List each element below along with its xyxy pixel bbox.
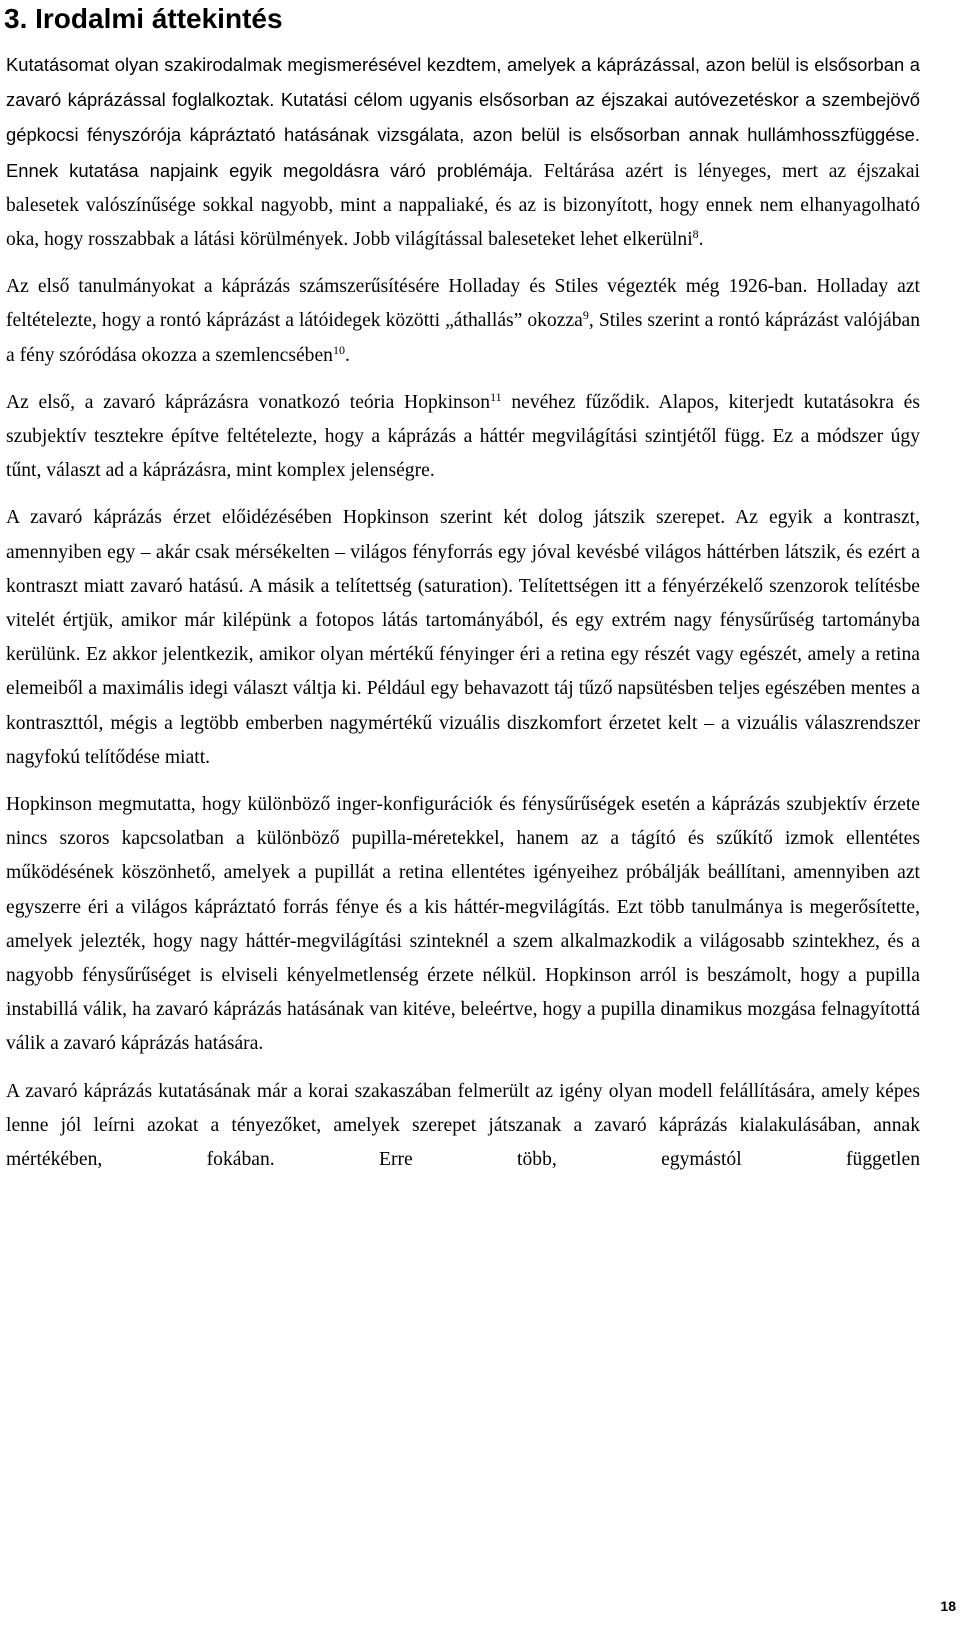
paragraph-1 [6, 48, 920, 257]
paragraph-2-text-b: , Stiles szerint a rontó káprázást valójában a fény szóródása okozza a szemlencsében [6, 310, 920, 366]
paragraph-1-text: Feltárása azért is lényeges, mert az éjszakai balesetek valószínűsége sokkal nagyobb, mint a nappaliaké, és az is bizonyított, hogy ennek nem elhanyagolható oka, hogy rosszabbak a látási körülmények. Jobb világítással baleseteket lehet elkerülni [6, 160, 920, 251]
section-heading: 3. Irodalmi áttekintés [4, 3, 283, 34]
paragraph-4: A zavaró káprázás érzet előidézésében Hopkinson szerint két dolog játszik szerepet. Az egyik a kontraszt, amennyiben egy – akár csak mérsékelten – világos fényforrás egy jóval kevésbé világos háttérben látszik, és ezért a kontraszt miatt zavaró hatású. A másik a telítettség (saturation). Telítettségen itt a fényérzékelő szenzorok telítésbe vitelét értjük, amikor már kilépünk a fotopos látás tartományából, és egy extrém nagy fénysűrűség tartományba kerülünk. Ez akkor jelentkezik, amikor olyan mértékű fényinger éri a retina egy részét vagy egészét, amely a retina elemeiből a maximális idegi választ váltja ki. Például egy behavazott táj tűző napsütésben teljes egészében mentes a kontraszttól, mégis a legtöbb emberben nagymértékű vizuális diszkomfort érzetet kelt – a vizuális válaszrendszer nagyfokú telítődése miatt. [6, 507, 920, 768]
paragraph-5: Hopkinson megmutatta, hogy különböző inger-konfigurációk és fénysűrűségek esetén a káprázás szubjektív érzete nincs szoros kapcsolatban a különböző pupilla-méretekkel, hanem az a tágító és szűkítő izmok ellentétes működésének köszönhető, amelyek a pupillát a retina ellentétes igényeihez próbálják beállítani, amennyiben azt egyszerre éri a világos kápráztató forrás fénye és a kis háttér-megvilágítás. Ezt több tanulmánya is megerősítette, amelyek jelezték, hogy nagy háttér-megvilágítási szinteknél a szem alkalmazkodik a világosabb szintekhez, és a nagyobb fénysűrűséget is elviseli kényelmetlenség érzete nélkül. Hopkinson arról is beszámolt, hogy a pupilla instabillá válik, ha zavaró káprázás hatásának van kitéve, beleértve, hogy a pupilla dinamikus mozgása felnagyítottá válik a zavaró káprázás hatására. [6, 794, 920, 1055]
paragraph-1-intro: Kutatásomat olyan szakirodalmak megismerésével kezdtem, amelyek a káprázással, azon belül is elsősorban a zavaró káprázással foglalkoztak. Kutatási célom ugyanis elsősorban az éjszakai autóvezetéskor a szembejövő gépkocsi fényszórója kápráztató hatásának vizsgálata, azon belül is elsősorban annak hullámhosszfüggése. Ennek kutatása napjaink egyik megoldásra váró problémája. [6, 54, 920, 181]
page-number: 18 [940, 1598, 956, 1614]
paragraph-3-text-b: nevéhez fűződik. Alapos, kiterjedt kutatásokra és szubjektív tesztekre építve feltételezte, hogy a káprázás a háttér megvilágítási szintjétől függ. Ez a módszer úgy tűnt, választ ad a káprázásra, mint komplex jelenségre. [6, 391, 920, 482]
paragraph-2-end: . [344, 344, 350, 366]
footnote-ref-8: 8 [692, 227, 699, 242]
paragraph-2 [6, 270, 920, 373]
paragraph-1-end: . [698, 229, 704, 251]
paragraph-2-text-a: Az első tanulmányokat a káprázás számszerűsítésére Holladay és Stiles végezték még 1926-ban. Holladay azt feltételezte, hogy a rontó káprázást a látóidegek közötti „áthallás” okozza [6, 276, 920, 332]
document-body [6, 48, 920, 1177]
footnote-ref-9: 9 [582, 308, 589, 323]
footnote-ref-10: 10 [332, 342, 345, 357]
paragraph-6: A zavaró káprázás kutatásának már a korai szakaszában felmerült az igény olyan modell felállítására, amely képes lenne jól leírni azokat a tényezőket, amelyek szerepet játszanak a zavaró káprázás kialakulásában, annak mértékében, fokában. Erre több, egymástól független [6, 1080, 920, 1171]
paragraph-3 [6, 386, 920, 489]
footnote-ref-11: 11 [490, 389, 502, 404]
paragraph-3-text-a: Az első, a zavaró káprázásra vonatkozó teória Hopkinson [6, 391, 491, 413]
